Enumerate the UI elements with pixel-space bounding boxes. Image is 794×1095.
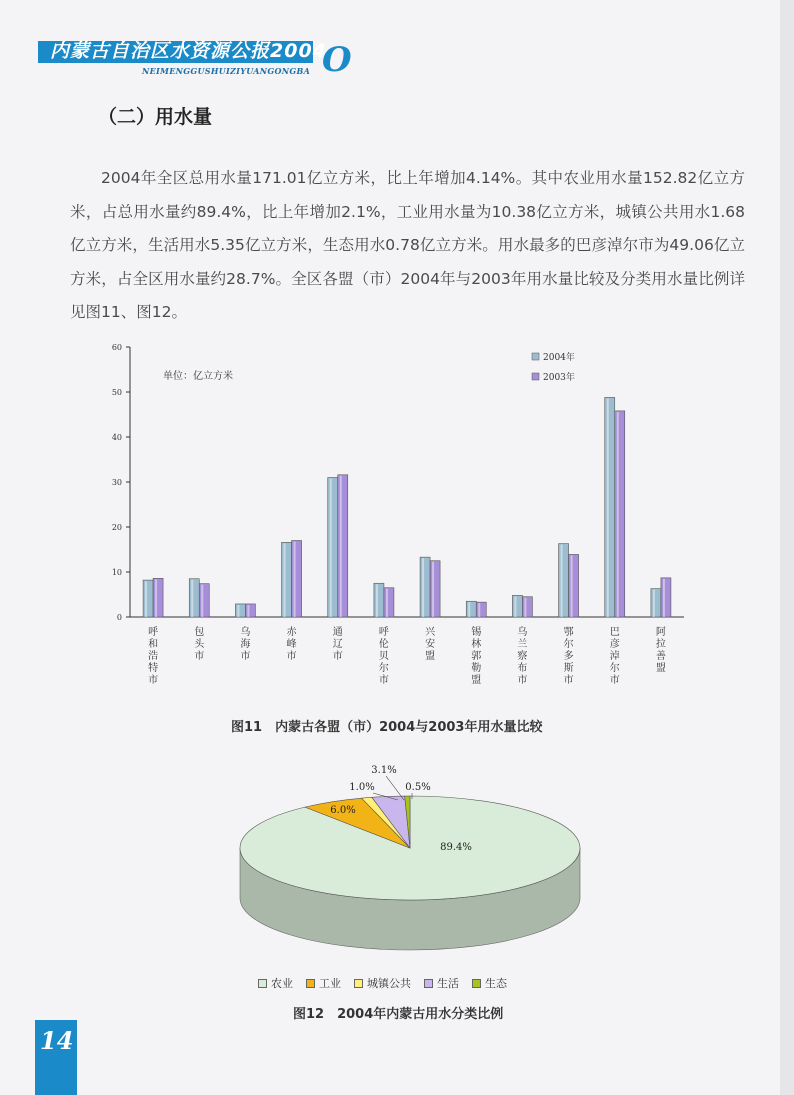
y-tick-label: 50 — [111, 388, 122, 397]
x-tick-label: 锡林郭勒盟 — [471, 627, 482, 686]
legend-label: 生态 — [485, 977, 507, 990]
x-tick-label: 包头市 — [194, 627, 205, 662]
x-tick-label: 鄂尔多斯市 — [563, 627, 574, 686]
legend-label: 工业 — [319, 977, 341, 990]
body-paragraph: 2004年全区总用水量171.01亿立方米，比上年增加4.14%。其中农业用水量152.82亿立方米，占总用水量约89.4%，比上年增加2.1%，工业用水量为10.38亿立方米，城镇公共用水1.68亿立方米，生活用水5.35亿立方米，生态用水0.78亿立方米。用水最多的巴彦淖尔市为49.06亿立方米，占全区用水量约28.7%。全区各盟（市）2004年与2003年用水量比较及分类用水量比例详见图11、图12。 — [70, 169, 745, 321]
y-tick-label: 10 — [111, 568, 122, 577]
pie-value-label: 3.1% — [371, 765, 397, 776]
legend-swatch — [306, 979, 315, 988]
legend-item — [306, 975, 341, 991]
pie-value-label: 89.4% — [440, 842, 472, 853]
pie-value-label: 1.0% — [349, 782, 375, 793]
figure12-caption: 图12 2004年内蒙古用水分类比例 — [293, 1007, 504, 1022]
x-tick-label: 阿拉善盟 — [655, 627, 666, 674]
section-title: （二）用水量 — [98, 106, 213, 128]
header-pinyin: NEIMENGGUSHUIZIYUANGONGBA — [142, 66, 311, 76]
unit-label: 单位：亿立方米 — [163, 371, 233, 382]
figure11-caption: 图11 内蒙古各盟（市）2004与2003年用水量比较 — [231, 720, 543, 735]
x-tick-label: 呼伦贝尔市 — [378, 627, 389, 686]
y-tick-label: 20 — [111, 523, 122, 532]
legend-label: 2004年 — [543, 353, 575, 363]
y-tick-label: 30 — [111, 478, 122, 487]
header-letter: O — [322, 40, 352, 80]
x-tick-label: 赤峰市 — [286, 627, 297, 662]
legend-swatch — [472, 979, 481, 988]
x-tick-label: 通辽市 — [332, 627, 343, 662]
legend-swatch — [258, 979, 267, 988]
legend-label: 农业 — [271, 977, 293, 990]
x-tick-label: 巴彦淖尔市 — [609, 627, 620, 686]
legend-swatch — [424, 979, 433, 988]
legend-swatch — [354, 979, 363, 988]
x-tick-label: 呼和浩特市 — [148, 627, 159, 686]
legend-item — [354, 975, 411, 991]
x-tick-label: 乌兰察布市 — [517, 627, 528, 686]
y-tick-label: 0 — [116, 613, 122, 622]
x-tick-label: 兴安盟 — [425, 627, 436, 662]
page-number: 14 — [40, 1026, 74, 1055]
legend-label: 生活 — [437, 977, 459, 990]
legend-label: 城镇公共 — [367, 977, 411, 990]
y-tick-label: 40 — [111, 433, 122, 442]
x-tick-label: 乌海市 — [240, 627, 251, 662]
legend-item — [258, 975, 293, 991]
pie-value-label: 0.5% — [405, 782, 431, 793]
legend-label: 2003年 — [543, 373, 575, 383]
y-tick-label: 60 — [111, 343, 122, 352]
pie-legend — [258, 975, 507, 991]
legend-item — [472, 975, 507, 991]
pie-value-label: 6.0% — [330, 805, 356, 816]
header-title: 内蒙古自治区水资源公报2004 — [50, 40, 327, 62]
legend-item — [424, 975, 459, 991]
